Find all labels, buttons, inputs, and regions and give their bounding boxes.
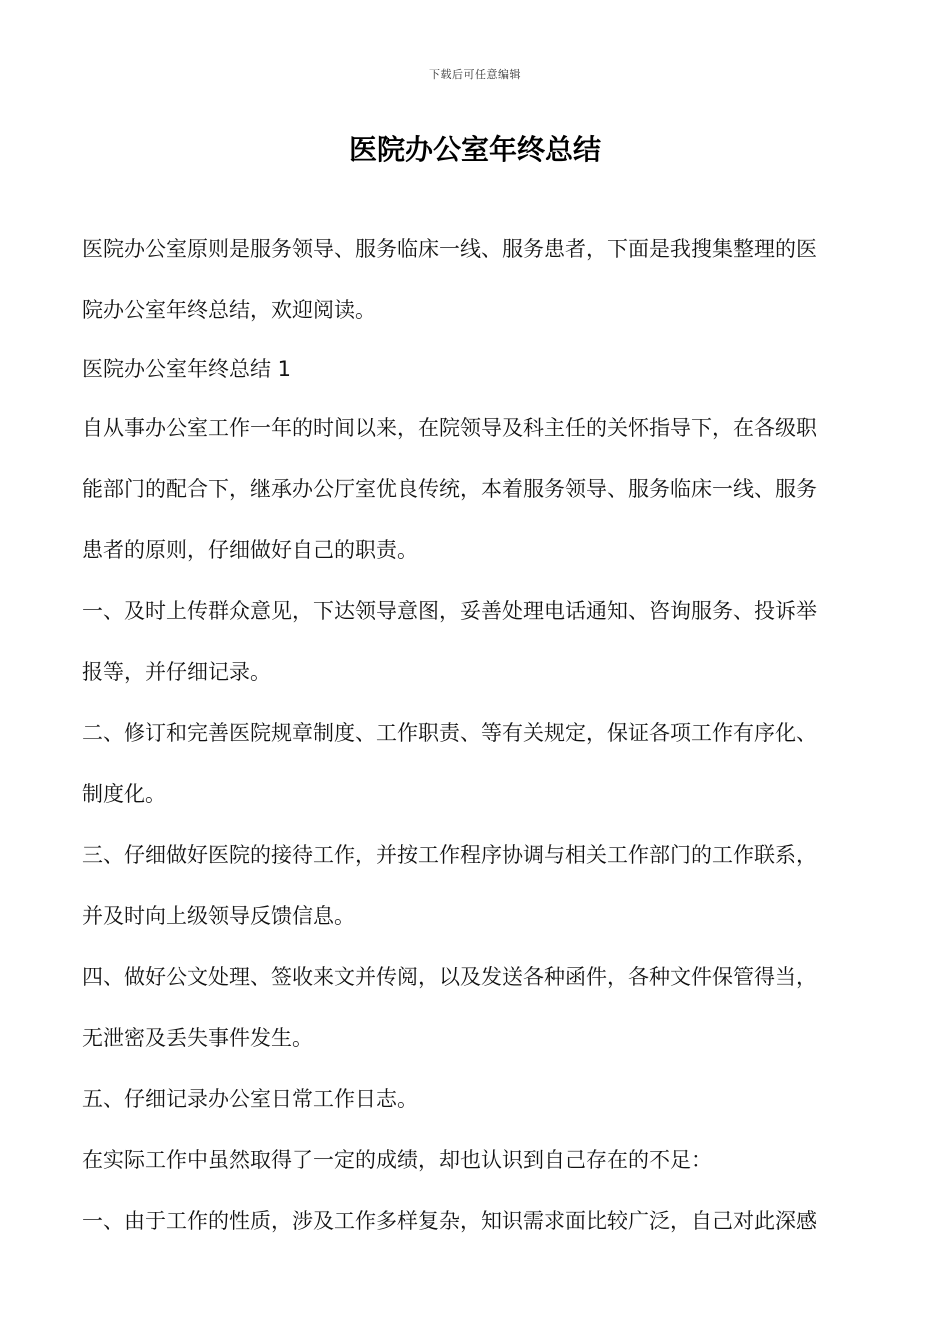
body-line: 自从事办公室工作一年的时间以来，在院领导及科主任的关怀指导下，在各级职 xyxy=(82,416,817,440)
body-line: 报等，并仔细记录。 xyxy=(82,660,271,684)
body-line: 一、及时上传群众意见，下达领导意图，妥善处理电话通知、咨询服务、投诉举 xyxy=(82,599,817,623)
document-title: 医院办公室年终总结 xyxy=(348,133,601,166)
body-line: 医院办公室原则是服务领导、服务临床一线、服务患者，下面是我搜集整理的医 xyxy=(82,237,817,261)
body-line: 一、由于工作的性质，涉及工作多样复杂，知识需求面比较广泛，自己对此深感 xyxy=(82,1209,817,1233)
header-note: 下载后可任意编辑 xyxy=(429,68,521,81)
body-line: 能部门的配合下，继承办公厅室优良传统，本着服务领导、服务临床一线、服务 xyxy=(82,477,817,501)
document-body xyxy=(82,219,872,1252)
section-heading: 医院办公室年终总结 1 xyxy=(82,357,292,381)
body-line: 四、做好公文处理、签收来文并传阅，以及发送各种函件，各种文件保管得当， xyxy=(82,965,817,989)
body-line: 并及时向上级领导反馈信息。 xyxy=(82,904,355,928)
body-line: 五、仔细记录办公室日常工作日志。 xyxy=(82,1087,418,1111)
body-line: 二、修订和完善医院规章制度、工作职责、等有关规定，保证各项工作有序化、 xyxy=(82,721,817,745)
body-line: 在实际工作中虽然取得了一定的成绩，却也认识到自己存在的不足： xyxy=(82,1148,712,1172)
body-line: 患者的原则，仔细做好自己的职责。 xyxy=(82,538,418,562)
body-line: 无泄密及丢失事件发生。 xyxy=(82,1026,313,1050)
body-line: 院办公室年终总结，欢迎阅读。 xyxy=(82,298,376,322)
body-line: 制度化。 xyxy=(82,782,166,806)
body-line: 三、仔细做好医院的接待工作，并按工作程序协调与相关工作部门的工作联系， xyxy=(82,843,817,867)
